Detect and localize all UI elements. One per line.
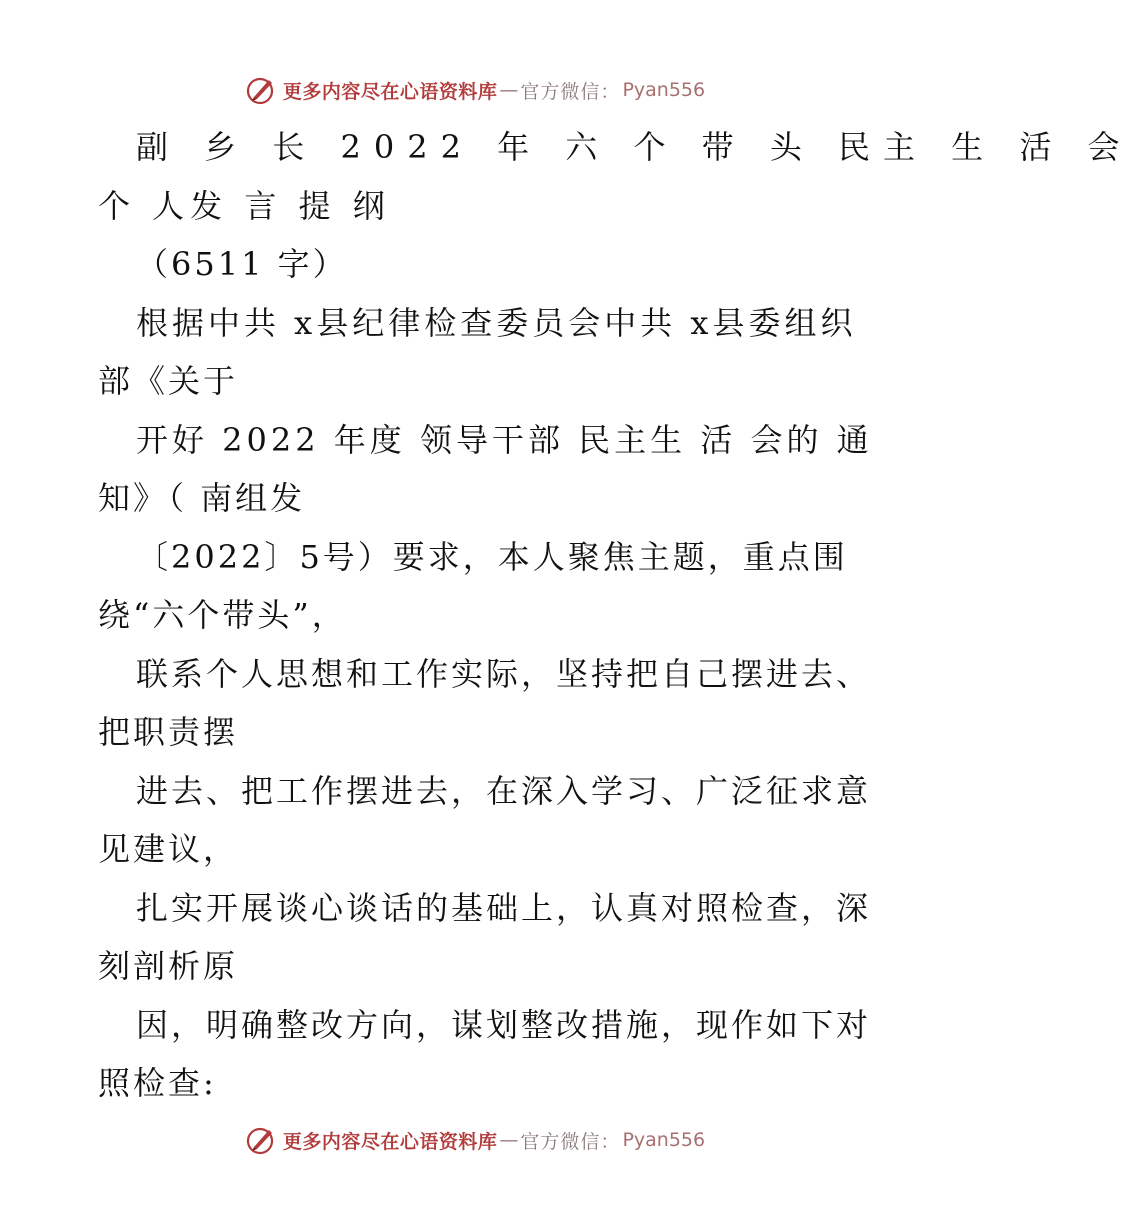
- body-line: 知》（ 南组发: [98, 479, 306, 517]
- watermark-separator: —: [499, 79, 519, 101]
- word-count-note: （6511 字）: [136, 245, 348, 283]
- watermark-main-text: 更多内容尽在心语资料库: [282, 1130, 498, 1153]
- body-line: 因，明确整改方向，谋划整改措施，现作如下对: [136, 1005, 872, 1044]
- footer-watermark: [0, 1120, 950, 1160]
- body-line: 扎实开展谈心谈话的基础上，认真对照检查，深: [136, 888, 872, 927]
- watermark-wechat-id: Pyan556: [622, 1129, 706, 1151]
- watermark-main-text: 更多内容尽在心语资料库: [282, 80, 498, 103]
- watermark-separator: —: [499, 1129, 519, 1151]
- body-line: 开好 2022 年度 领导干部 民主生 活 会的 通: [136, 420, 873, 459]
- body-line: 把职责摆: [98, 713, 239, 751]
- body-line: 〔2022〕5号）要求，本人聚焦主题，重点围: [136, 537, 848, 576]
- body-line: 根据中共 x县纪律检查委员会中共 x县委组织: [136, 303, 857, 342]
- quill-pen-logo-icon: [245, 1124, 277, 1156]
- body-line: 联系个人思想和工作实际，坚持把自己摆进去、: [136, 654, 872, 693]
- watermark-label: 官方微信：: [520, 80, 621, 103]
- document-title-line-2: 个 人发 言 提 纲: [98, 186, 391, 225]
- document-title-line-1: 副 乡 长 2022 年 六 个 带 头 民主 生 活 会: [136, 128, 1133, 166]
- body-line: 照检查:: [98, 1064, 217, 1102]
- body-line: 绕“六个带头”，: [98, 596, 347, 634]
- header-watermark: [0, 70, 950, 110]
- body-line: 刻剖析原: [98, 947, 239, 985]
- quill-pen-logo-icon: [245, 74, 277, 106]
- document-body: [98, 118, 1133, 1113]
- body-line: 见建议，: [98, 830, 239, 868]
- body-line: 进去、把工作摆进去，在深入学习、广泛征求意: [136, 771, 872, 810]
- watermark-label: 官方微信：: [520, 1130, 621, 1153]
- body-line: 部《关于: [98, 362, 239, 400]
- watermark-wechat-id: Pyan556: [622, 79, 706, 101]
